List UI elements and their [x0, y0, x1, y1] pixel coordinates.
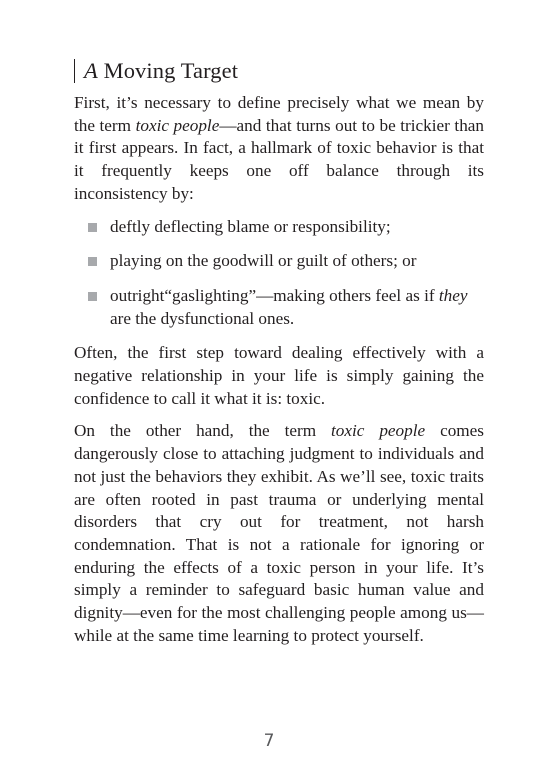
square-bullet-icon: [88, 257, 97, 266]
list-item-after: are the dysfunctional ones.: [110, 308, 295, 328]
list-item-text: playing on the goodwill or guilt of others; or: [110, 251, 417, 271]
heading-text: [84, 58, 238, 84]
paragraph-1-emphasis: toxic people: [135, 115, 220, 135]
paragraph-3-after: comes dangerously close to attaching judgment to individuals and not just the behaviors they exhibit. As we’ll see, toxic traits are often rooted in past trauma or underlying mental disorders that cry out for treatment, not harsh condemnation. That is not a rationale for ignoring or enduring the effects of a toxic person in your life. It’s simply a reminder to safeguard basic human value and dignity—even for the most challenging people among us—while at the same time learning to protect yourself.: [74, 421, 484, 645]
paragraph-3-emphasis: toxic people: [331, 421, 426, 441]
list-item-before: outright“gaslighting”—making others feel as if: [110, 285, 439, 305]
heading-rule: [74, 59, 75, 83]
list-item-emphasis: they: [438, 285, 468, 305]
body-text: [74, 92, 484, 647]
paragraph-1-before: First, it’s necessary to define precisely what we mean by the term: [74, 93, 484, 135]
paragraph-1: [74, 92, 484, 206]
square-bullet-icon: [88, 292, 97, 301]
heading-rest: Moving Target: [97, 58, 239, 83]
list-item-text: deftly deflecting blame or responsibility;: [110, 216, 391, 236]
paragraph-2: Often, the first step toward dealing effectively with a negative relationship in your life is simply gaining the confidence to call it what it is: toxic.: [74, 343, 484, 408]
paragraph-3: [74, 420, 484, 647]
section-heading: [74, 56, 238, 86]
heading-prefix: A: [84, 58, 98, 83]
paragraph-3-before: On the other hand, the term: [74, 421, 332, 441]
square-bullet-icon: [88, 223, 97, 232]
list-item: [74, 250, 484, 273]
list-item: [74, 285, 484, 330]
page-number: 7: [263, 731, 275, 751]
paragraph-1-after: —and that turns out to be trickier than it first appears. In fact, a hallmark of toxic behavior is that it frequently keeps one off balance through its inconsistency by:: [74, 115, 485, 203]
bullet-list: [74, 216, 484, 331]
list-item: [74, 216, 484, 239]
